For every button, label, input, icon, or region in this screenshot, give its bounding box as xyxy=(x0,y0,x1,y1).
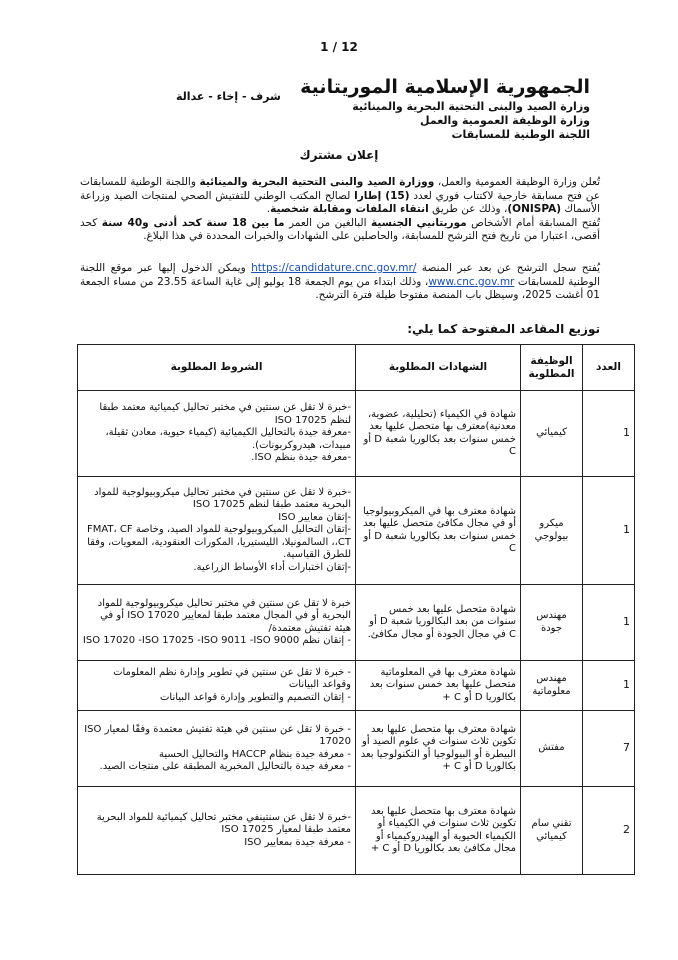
ministry-fisheries: وزارة الصيد والبنى التحتية البحرية والمينائية xyxy=(352,100,590,113)
cell-count: 7 xyxy=(583,711,635,787)
condition-line: -معرفة جيدة بنظم ISO. xyxy=(251,452,351,464)
condition-line: -خبرة لا تقل عن سنتين في مختبر تحاليل ميكروبيولوجية للمواد البحرية معتمد طبقا لنظم ISO 17025 xyxy=(94,486,351,511)
cnc-website-link[interactable]: www.cnc.gov.mr xyxy=(428,275,515,288)
national-motto: شرف - إخاء - عدالة xyxy=(176,90,281,103)
condition-line: -إتقان اختبارات أداء الأوساط الزراعية. xyxy=(193,561,351,573)
table-row xyxy=(78,787,635,875)
cell-conditions xyxy=(78,585,356,661)
announcement-title: إعلان مشترك xyxy=(299,148,379,162)
condition-line: -إتقان معايير ISO xyxy=(278,511,351,523)
cell-conditions xyxy=(78,477,356,585)
header-job: الوظيفة المطلوبة xyxy=(521,345,583,391)
country-name: الجمهورية الإسلامية الموريتانية xyxy=(300,76,590,98)
condition-line: -معرفة جيدة بالتحاليل الكيميائية (كيمياء حيوية، معادن ثقيلة، مبيدات، هيدروكربونات). xyxy=(105,427,351,451)
candidature-link[interactable]: https://candidature.cnc.gov.mr/ xyxy=(251,262,417,274)
cell-count: 1 xyxy=(583,477,635,585)
cell-degree: شهادة متحصل عليها بعد خمس سنوات من بعد البكالوريا شعبة D أو C في مجال الجودة أو مجال مكافئ. xyxy=(356,585,521,661)
cell-degree: شهادة معترف بها متحصل عليها بعد تكوين ثلاث سنوات في الكيمياء أو الكيمياء الحيوية أو الهيدروكيمياء أو مجال مكافئ بعد بكالوريا D أو C + xyxy=(356,787,521,875)
condition-line: خبرة لا تقل عن سنتين في مختبر تحاليل ميكروبيولوجية للمواد البحرية أو في المجال معتمد طبقا لمعايير ISO 17020 أو في هيئة تفتيش معتمدة/ xyxy=(97,597,351,634)
national-competitions-committee: اللجنة الوطنية للمسابقات xyxy=(451,128,590,141)
condition-line: - معرفة جيدة بنظام HACCP والتحاليل الحسية xyxy=(158,748,351,760)
announcement-paragraph-1: تُعلن وزارة الوظيفة العمومية والعمل، ووزارة الصيد والبنى التحتية البحرية والمينائية واللجنة الوطنية للمسابقات عن فتح مسابقة خارجية لاكتتاب فوري لعدد (15) إطارا لصالح المكتب الوطني للتفتيش الصحي لمنتجات الصيد وزراعة الأسماك (ONISPA)، وذلك عن طريق انتقاء الملفات ومقابلة شخصية. تُفتح المسابقة أمام الأشخاص موريتانيي الجنسية البالغين من العمر ما بين 18 سنة كحد أدنى و40 سنة كحد أقصى، اعتبارا من تاريخ فتح الترشح للمسابقة، والحاصلين على الشهادات والخبرات المحددة في هذا البلاغ. xyxy=(80,176,601,242)
table-row xyxy=(78,711,635,787)
condition-line: -خبرة لا تقل عن سنتينفي مختبر تحاليل كيميائية للمواد البحرية معتمد طبقا لمعيار ISO 17025 xyxy=(96,811,351,836)
condition-line: -إتقان التحاليل الميكروبيولوجية للمواد الصيد، وخاصة FMAT، CF ،CT، السالمونيلا، الليستيريا، المكورات العنقودية، المعويات، وفقا للطرق القياسية. xyxy=(86,524,351,561)
condition-line: - إتقان التصميم والتطوير وإدارة قواعد البيانات xyxy=(159,691,351,703)
cell-count: 1 xyxy=(583,585,635,661)
cell-job: تقني سام كيميائي xyxy=(521,787,583,875)
cell-count: 2 xyxy=(583,787,635,875)
cell-job: كيميائي xyxy=(521,391,583,477)
page-number: 1 / 12 xyxy=(320,40,358,54)
condition-line: - خبرة لا تقل عن سنتين في تطوير وإدارة نظم المعلومات وقواعد البيانات xyxy=(113,666,351,691)
cell-conditions xyxy=(78,391,356,477)
condition-line: - معرفة جيدة بمعايير ISO xyxy=(244,836,351,848)
header-conditions: الشروط المطلوبة xyxy=(78,345,356,391)
cell-degree: شهادة في الكيمياء (تحليلية، عضوية، معدنية)معترف بها متحصل عليها بعد خمس سنوات بعد بكالوريا شعبة D أو C xyxy=(356,391,521,477)
cell-degree: شهادة معترف بها في المعلوماتية متحصل عليها بعد خمس سنوات بعد بكالوريا D أو C + xyxy=(356,661,521,711)
cell-degree: شهادة معترف بها متحصل عليها بعد تكوين ثلاث سنوات في علوم الصيد أو البيطرة أو البيولوجيا أو التكنولوجيا بعد بكالوريا D أو C + xyxy=(356,711,521,787)
condition-line: - إتقان نظم ISO 17020 -ISO 17025 -ISO 9011 -ISO 9000 xyxy=(82,635,351,646)
table-header-row xyxy=(78,345,635,391)
condition-line: - معرفة جيدة بالتحاليل المخبرية المطبقة على منتجات الصيد. xyxy=(99,761,351,772)
cell-job: مهندس معلوماتية xyxy=(521,661,583,711)
cell-conditions xyxy=(78,711,356,787)
condition-line: - خبرة لا تقل عن سنتين في هيئة تفتيش معتمدة وفقًا لمعيار ISO 17020 xyxy=(84,723,351,747)
positions-table xyxy=(77,344,635,875)
cell-conditions xyxy=(78,787,356,875)
cell-conditions xyxy=(78,661,356,711)
table-row xyxy=(78,391,635,477)
table-row xyxy=(78,585,635,661)
cell-job: مفتش xyxy=(521,711,583,787)
header-count: العدد xyxy=(583,345,635,391)
condition-line: -خبرة لا تقل عن سنتين في مختبر تحاليل كيميائية معتمد طبقا لنظم ISO 17025 xyxy=(99,402,351,426)
table-row xyxy=(78,477,635,585)
cell-count: 1 xyxy=(583,661,635,711)
announcement-paragraph-2: يُفتح سجل الترشح عن بعد عبر المنصة https://candidature.cnc.gov.mr/ ويمكن الدخول إليها عبر موقع اللجنة الوطنية للمسابقات www.cnc.gov.mr، وذلك ابتداء من يوم الجمعة 18 يوليو إلى غاية الساعة 23.55 من مساء الجمعة 01 أغشت 2025، وسيظل باب المنصة مفتوحا طيلة فترة الترشح. xyxy=(80,262,600,301)
cell-count: 1 xyxy=(583,391,635,477)
cell-job: مهندس جودة xyxy=(521,585,583,661)
ministry-civil-service: وزارة الوظيفة العمومية والعمل xyxy=(420,114,590,127)
cell-degree: شهادة معترف بها في الميكروبيولوجيا أو في مجال مكافئ متحصل عليها بعد خمس سنوات بعد بكالوريا شعبة D أو C xyxy=(356,477,521,585)
distribution-title: توزيع المقاعد المفتوحة كما يلي: xyxy=(407,322,600,336)
cell-job: ميكرو بيولوجي xyxy=(521,477,583,585)
header-degrees: الشهادات المطلوبة xyxy=(356,345,521,391)
table-row xyxy=(78,661,635,711)
